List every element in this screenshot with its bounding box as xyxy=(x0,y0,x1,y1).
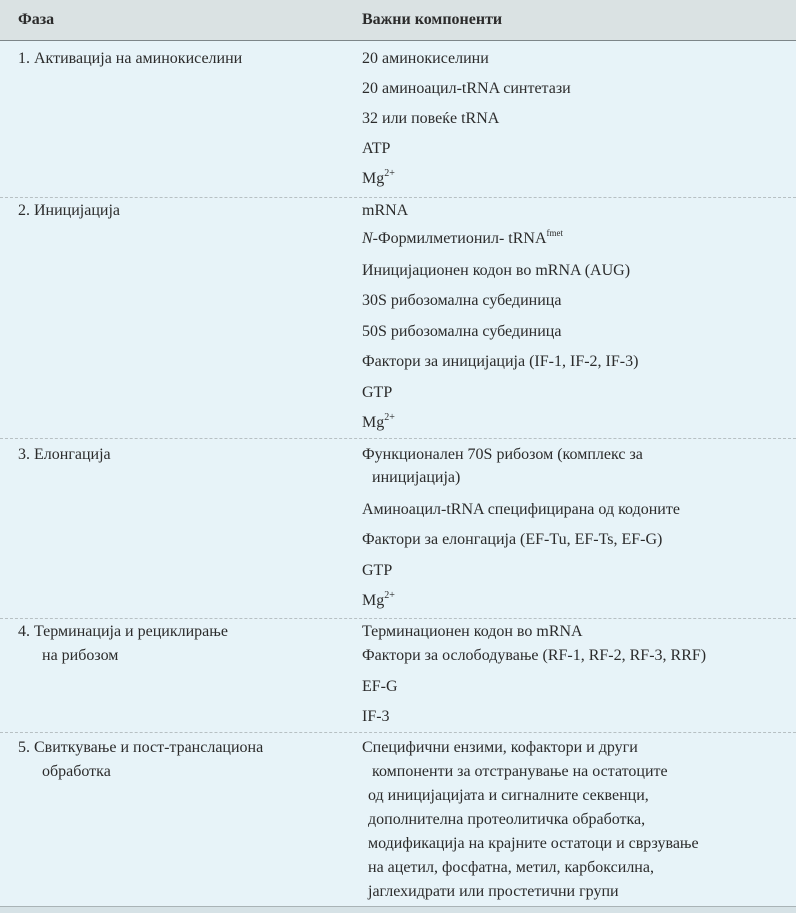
row-divider xyxy=(0,438,796,439)
fmet-superscript: fmet xyxy=(546,228,564,238)
component-item: IF-3 xyxy=(362,708,390,725)
component-item-continuation: од иницијацијата и сигналните секвенци, xyxy=(368,787,649,804)
component-item: mRNA xyxy=(362,202,409,219)
component-item: GTP xyxy=(362,384,393,401)
component-item: Иницијационен кодон во mRNA (AUG) xyxy=(362,262,631,279)
component-item: 50S рибозомална субединица xyxy=(362,323,562,340)
header-components: Важни компоненти xyxy=(362,11,503,28)
component-item-mg: $Mg^{2+}$ xyxy=(362,590,395,609)
component-item: 32 или повеќе tRNA xyxy=(362,110,500,127)
component-item-mg: $Mg^{2+}$ xyxy=(362,412,395,431)
component-item: Фактори за ослободување (RF-1, RF-2, RF-3, RRF) xyxy=(362,647,707,664)
row-divider xyxy=(0,197,796,198)
component-item: Аминоацил-tRNA специфицирана од кодоните xyxy=(362,501,680,518)
mg-superscript: 2+ xyxy=(384,412,395,423)
row-divider xyxy=(0,618,796,619)
mg-superscript: 2+ xyxy=(384,168,395,179)
mg-superscript: 2+ xyxy=(384,590,395,601)
component-item-continuation: модификација на крајните остатоци и сврзување xyxy=(368,835,699,852)
component-item-continuation: иницијација) xyxy=(372,469,461,486)
component-item: Специфични ензими, кофактори и други xyxy=(362,739,638,756)
phase-4-label: 4. Терминација и рециклирање на рибозом xyxy=(18,623,228,664)
component-item: Функционален 70S рибозом (комплекс за xyxy=(362,446,643,463)
component-item: 30S рибозомална субединица xyxy=(362,292,562,309)
component-item: ATP xyxy=(362,140,391,157)
component-item: 20 аминокиселини xyxy=(362,50,489,67)
component-item-continuation: дополнителна протеолитичка обработка, xyxy=(368,811,646,828)
component-item: 20 аминоацил-tRNA синтетази xyxy=(362,80,571,97)
phase-5-label: 5. Свиткување и пост-транслациона обработка xyxy=(18,739,264,780)
component-item: GTP xyxy=(362,562,393,579)
row-divider xyxy=(0,732,796,733)
component-item: Фактори за иницијација (IF-1, IF-2, IF-3) xyxy=(362,353,639,370)
component-item: Фактори за елонгација (EF-Tu, EF-Ts, EF-G) xyxy=(362,531,663,548)
component-item: Терминационен кодон во mRNA xyxy=(362,623,583,640)
component-item-mg: $Mg^{2+}$ xyxy=(362,168,395,187)
phase-3-label: 3. Елонгација xyxy=(18,446,111,463)
component-item-continuation: компоненти за отстранување на остатоците xyxy=(372,763,668,780)
table-header xyxy=(0,0,796,41)
component-item-fmet: N-Формилметионил- tRNA$^{fmet}$ xyxy=(362,228,564,247)
phase-2-label: 2. Иницијација xyxy=(18,202,121,219)
component-item-continuation: јаглехидрати или простетични групи xyxy=(368,883,619,900)
phase-1-label: 1. Активација на аминокиселини xyxy=(18,50,243,67)
component-item: EF-G xyxy=(362,678,398,695)
header-phase: Фаза xyxy=(18,11,55,28)
component-item-continuation: на ацетил, фосфатна, метил, карбоксилна, xyxy=(368,859,654,876)
